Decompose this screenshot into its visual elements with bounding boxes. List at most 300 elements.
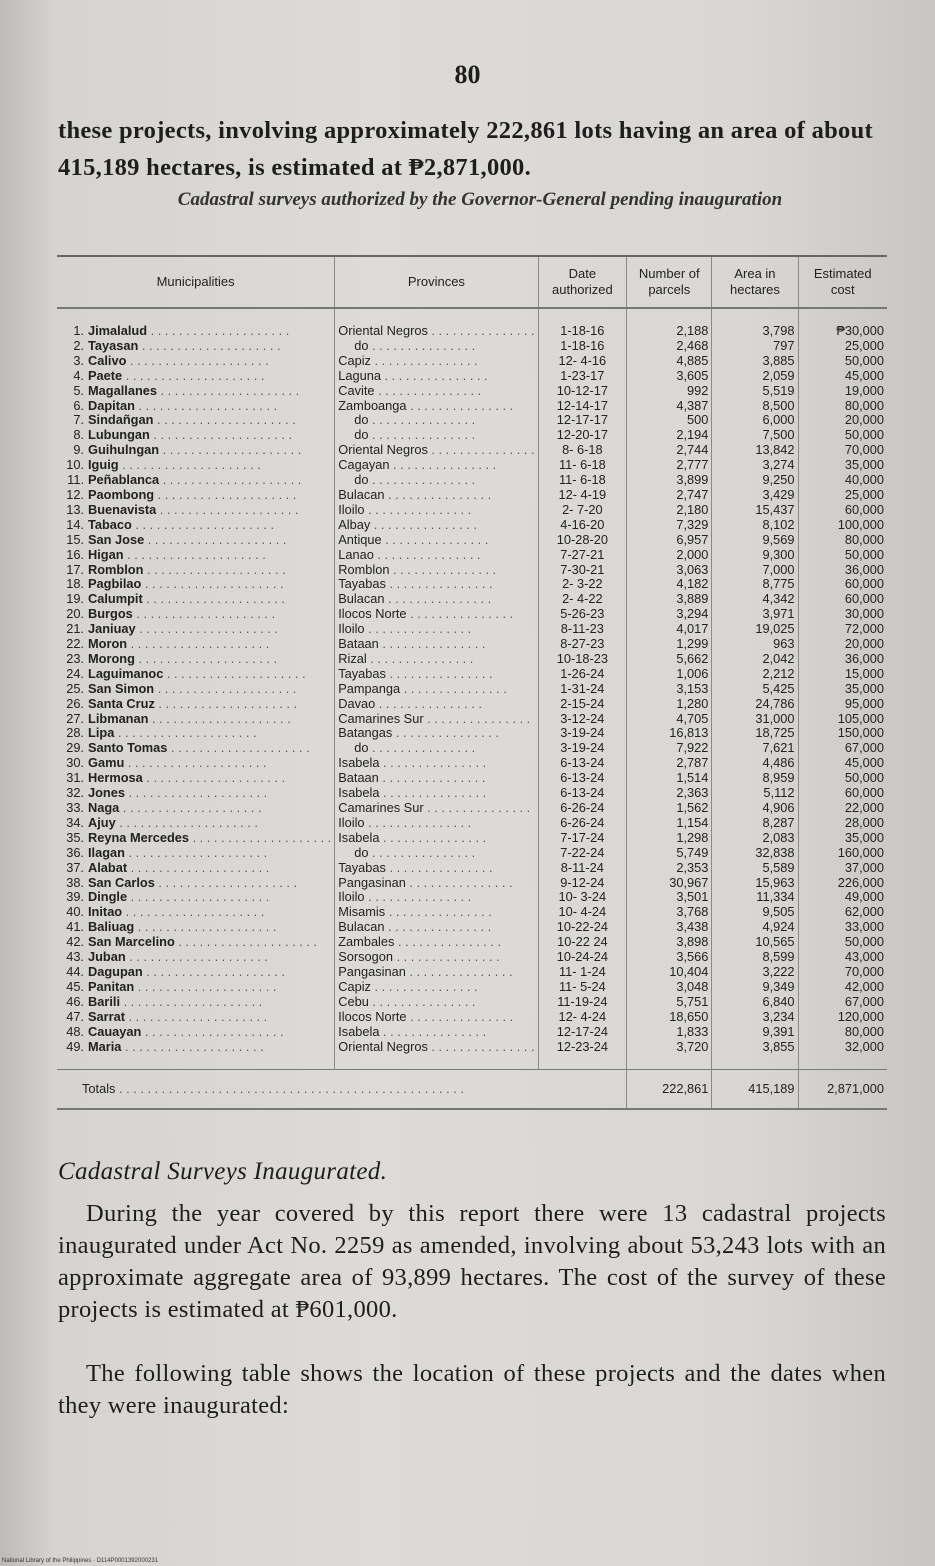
cost-cell: 60,000 <box>798 786 887 801</box>
municipality-cell <box>57 965 335 980</box>
table-row <box>57 503 887 518</box>
parcels-cell: 2,747 <box>627 488 712 503</box>
municipality-name: Tabaco <box>88 517 132 532</box>
province-name: do <box>354 428 369 443</box>
area-cell: 3,885 <box>712 354 798 369</box>
municipality-name: Maria <box>88 1039 122 1054</box>
table-row <box>57 399 887 414</box>
leader-dots: . . . . . . . . . . . . . . . . . . . . <box>119 801 262 815</box>
parcels-cell: 3,501 <box>627 890 712 905</box>
date-authorized-cell: 1-31-24 <box>538 682 627 697</box>
area-cell: 9,349 <box>712 980 798 995</box>
leader-dots: . . . . . . . . . . . . . . . . . . . . <box>124 845 268 860</box>
leader-dots: . . . . . . . . . . . . . . . . . . . . <box>132 607 276 622</box>
parcels-cell: 7,922 <box>627 741 712 756</box>
leader-dots: . . . . . . . . . . . . . . . . . . . . <box>131 517 275 532</box>
date-authorized-cell: 3-19-24 <box>538 726 627 741</box>
municipality-name: Baliuag <box>88 920 135 935</box>
date-authorized-cell: 11- 6-18 <box>538 458 627 473</box>
paragraph-following-table: The following table shows the location of these projects and the dates when they were inaugurated: <box>58 1360 886 1419</box>
table-row <box>57 890 887 905</box>
date-authorized-cell: 12-14-17 <box>538 399 627 414</box>
leader-dots: . . . . . . . . . . . . . . . <box>423 801 531 815</box>
parcels-cell: 3,294 <box>627 607 712 622</box>
leader-dots: . . . . . . . . . . . . . . . . . . . . <box>154 681 297 696</box>
municipality-name: Jimalalud <box>88 324 148 338</box>
cost-cell: 70,000 <box>798 965 887 980</box>
table-row <box>57 563 887 578</box>
row-number: 42. <box>66 935 84 950</box>
municipality-cell <box>57 667 335 682</box>
leader-dots: . . . . . . . . . . . . . . . . . . . . <box>189 830 332 845</box>
row-number: 40. <box>66 905 84 920</box>
municipality-cell <box>57 756 335 771</box>
table-row <box>57 1025 887 1040</box>
table-header-row <box>57 256 887 308</box>
parcels-cell: 3,153 <box>627 682 712 697</box>
area-cell: 6,000 <box>712 413 798 428</box>
province-name: Oriental Negros <box>338 443 428 458</box>
province-cell <box>335 905 538 920</box>
parcels-cell: 3,898 <box>627 935 712 950</box>
table-row <box>57 548 887 563</box>
table-row <box>57 861 887 876</box>
area-cell: 4,342 <box>712 592 798 607</box>
leader-dots: . . . . . . . . . . . . . . . <box>389 562 497 577</box>
parcels-cell: 18,650 <box>627 1010 712 1025</box>
municipality-name: Tayasan <box>88 338 139 353</box>
province-cell <box>335 935 538 950</box>
province-cell <box>335 1040 538 1055</box>
municipality-cell <box>57 950 335 965</box>
cost-cell: 60,000 <box>798 577 887 592</box>
header-area-in-hectares: Area in hectares <box>712 256 798 308</box>
date-authorized-cell: 6-13-24 <box>538 756 627 771</box>
cost-cell: 67,000 <box>798 741 887 756</box>
table-row <box>57 801 887 816</box>
leader-dots: . . . . . . . . . . . . . . . . . . . . <box>149 428 293 443</box>
cost-cell: 36,000 <box>798 652 887 667</box>
parcels-cell: 3,438 <box>627 920 712 935</box>
table-row <box>57 712 887 727</box>
parcels-cell: 2,468 <box>627 339 712 354</box>
leader-dots: . . . . . . . . . . . . . . . <box>379 1024 487 1039</box>
date-authorized-cell: 2- 3-22 <box>538 577 627 592</box>
cost-cell: 50,000 <box>798 771 887 786</box>
parcels-cell: 2,188 <box>627 324 712 339</box>
province-cell <box>335 533 538 548</box>
table-row <box>57 995 887 1010</box>
municipality-cell <box>57 712 335 727</box>
municipality-name: San Simon <box>88 681 155 696</box>
cost-cell: 226,000 <box>798 876 887 891</box>
leader-dots: . . . . . . . . . . . . . . . <box>427 443 535 458</box>
row-number: 3. <box>73 353 84 368</box>
parcels-cell: 3,566 <box>627 950 712 965</box>
date-authorized-cell: 10-24-24 <box>538 950 627 965</box>
parcels-cell: 4,182 <box>627 577 712 592</box>
leader-dots: . . . . . . . . . . . . . . . <box>400 681 507 696</box>
area-cell: 8,775 <box>712 577 798 592</box>
province-name: Isabela <box>338 786 380 801</box>
row-number: 35. <box>66 830 84 845</box>
municipality-name: Santo Tomas <box>88 741 168 756</box>
municipality-cell <box>57 563 335 578</box>
province-name: Laguna <box>338 368 381 383</box>
parcels-cell: 5,749 <box>627 846 712 861</box>
date-authorized-cell: 10-22-24 <box>538 920 627 935</box>
date-authorized-cell: 1-18-16 <box>538 324 627 339</box>
parcels-cell: 4,885 <box>627 354 712 369</box>
table-row <box>57 726 887 741</box>
area-cell: 2,059 <box>712 369 798 384</box>
province-cell <box>335 861 538 876</box>
municipality-name: Buenavista <box>88 502 157 517</box>
date-authorized-cell: 8-27-23 <box>538 637 627 652</box>
leader-dots: . . . . . . . . . . . . . . . . . . . . <box>125 1009 268 1024</box>
spacer-row <box>57 1054 887 1070</box>
row-number: 13. <box>66 502 84 517</box>
area-cell: 9,505 <box>712 905 798 920</box>
province-name: do <box>354 741 369 756</box>
leader-dots: . . . . . . . . . . . . . . . <box>393 950 500 965</box>
province-cell <box>335 890 538 905</box>
totals-area: 415,189 <box>712 1070 798 1110</box>
leader-dots: . . . . . . . . . . . . . . . . . . . . <box>148 711 291 726</box>
municipality-name: Barili <box>88 994 121 1009</box>
leader-dots: . . . . . . . . . . . . . . . . . . . . <box>125 950 268 965</box>
table-caption: Cadastral surveys authorized by the Governor-General pending inauguration <box>177 189 783 210</box>
province-cell <box>335 637 538 652</box>
leader-dots: . . . . . . . . . . . . . . . <box>379 756 487 771</box>
date-authorized-cell: 8-11-23 <box>538 622 627 637</box>
row-number: 31. <box>66 771 84 786</box>
leader-dots: . . . . . . . . . . . . . . . <box>364 815 472 830</box>
municipality-name: Santa Cruz <box>88 696 155 711</box>
cost-cell: 100,000 <box>798 518 887 533</box>
province-cell <box>335 473 538 488</box>
table-row <box>57 905 887 920</box>
cost-cell: 72,000 <box>798 622 887 637</box>
cost-cell: 67,000 <box>798 995 887 1010</box>
leader-dots: . . . . . . . . . . . . . . . . . . . . <box>142 964 285 979</box>
leader-dots: . . . . . . . . . . . . . . . . . . . . <box>167 741 310 756</box>
province-cell <box>335 667 538 682</box>
leader-dots: . . . . . . . . . . . . . . . <box>370 979 478 994</box>
municipality-cell <box>57 413 335 428</box>
date-authorized-cell: 12- 4-16 <box>538 354 627 369</box>
area-cell: 19,025 <box>712 622 798 637</box>
header-municipalities: Municipalities <box>57 256 335 308</box>
table-row <box>57 786 887 801</box>
municipality-cell <box>57 1010 335 1025</box>
province-name: Camarines Sur <box>338 711 424 726</box>
cost-cell: 62,000 <box>798 905 887 920</box>
leader-dots: . . . . . . . . . . . . . . . . . . . . <box>127 637 270 652</box>
row-number: 38. <box>66 875 84 890</box>
table-row <box>57 577 887 592</box>
table-row <box>57 652 887 667</box>
date-authorized-cell: 12-17-24 <box>538 1025 627 1040</box>
municipality-cell <box>57 473 335 488</box>
municipality-cell <box>57 607 335 622</box>
province-name: Rizal <box>338 651 367 666</box>
table-row <box>57 458 887 473</box>
municipality-cell <box>57 339 335 354</box>
date-authorized-cell: 12-17-17 <box>538 413 627 428</box>
province-cell <box>335 876 538 891</box>
municipality-name: Jones <box>88 786 125 801</box>
province-name: Iloilo <box>338 622 365 637</box>
province-name: Bulacan <box>338 592 385 607</box>
table-row <box>57 756 887 771</box>
row-number: 2. <box>73 338 84 353</box>
leader-dots: . . . . . . . . . . . . . . . <box>368 845 476 860</box>
date-authorized-cell: 6-13-24 <box>538 771 627 786</box>
province-cell <box>335 920 538 935</box>
parcels-cell: 5,751 <box>627 995 712 1010</box>
cadastral-surveys-table <box>57 255 887 1110</box>
province-cell <box>335 324 538 339</box>
municipality-name: Pagbilao <box>88 577 142 592</box>
municipality-name: Calumpit <box>88 592 143 607</box>
row-number: 34. <box>66 815 84 830</box>
parcels-cell: 1,562 <box>627 801 712 816</box>
cost-cell: 28,000 <box>798 816 887 831</box>
cost-cell: 50,000 <box>798 428 887 443</box>
province-cell <box>335 354 538 369</box>
table-row <box>57 473 887 488</box>
leader-dots: . . . . . . . . . . . . . . . . . . . . <box>154 875 298 890</box>
province-name: do <box>354 338 369 353</box>
province-name: Albay <box>338 517 371 532</box>
row-number: 36. <box>66 845 84 860</box>
date-authorized-cell: 11- 6-18 <box>538 473 627 488</box>
area-cell: 7,000 <box>712 563 798 578</box>
leader-dots: . . . . . . . . . . . . . . . <box>368 741 476 756</box>
province-name: Ilocos Norte <box>338 1009 407 1024</box>
area-cell: 963 <box>712 637 798 652</box>
municipality-name: Sarrat <box>88 1009 125 1024</box>
cost-cell: 49,000 <box>798 890 887 905</box>
province-cell <box>335 1010 538 1025</box>
table-row <box>57 682 887 697</box>
date-authorized-cell: 10- 3-24 <box>538 890 627 905</box>
municipality-name: San Marcelino <box>88 935 175 950</box>
cost-cell: 22,000 <box>798 801 887 816</box>
area-cell: 9,250 <box>712 473 798 488</box>
leader-dots: . . . . . . . . . . . . . . . . . . . . <box>127 860 270 875</box>
date-authorized-cell: 7-30-21 <box>538 563 627 578</box>
leader-dots: . . . . . . . . . . . . . . . <box>364 502 472 517</box>
leader-dots: . . . . . . . . . . . . . . . <box>405 875 513 890</box>
row-number: 22. <box>66 637 84 652</box>
cost-cell: 33,000 <box>798 920 887 935</box>
header-number-of-parcels: Number of parcels <box>627 256 712 308</box>
area-cell: 3,234 <box>712 1010 798 1025</box>
leader-dots: . . . . . . . . . . . . . . . <box>370 517 477 532</box>
province-name: Camarines Sur <box>338 801 424 815</box>
province-name: Zambales <box>338 935 395 950</box>
municipality-cell <box>57 354 335 369</box>
totals-cost: 2,871,000 <box>798 1070 887 1110</box>
cost-cell: 60,000 <box>798 503 887 518</box>
province-name: Pampanga <box>338 681 401 696</box>
leader-dots: . . . . . . . . . . . . . . . . . . . . <box>134 979 277 994</box>
area-cell: 15,437 <box>712 503 798 518</box>
table-row <box>57 339 887 354</box>
leader-dots: . . . . . . . . . . . . . . . . . . . . <box>142 771 285 786</box>
leader-dots: . . . . . . . . . . . . . . . . . . . . <box>159 443 302 458</box>
province-cell <box>335 995 538 1010</box>
municipality-name: Juban <box>88 950 126 965</box>
area-cell: 8,500 <box>712 399 798 414</box>
table-row <box>57 443 887 458</box>
municipality-name: Lipa <box>88 726 115 741</box>
leader-dots: . . . . . . . . . . . . . . . <box>406 398 514 413</box>
leader-dots: . . . . . . . . . . . . . . . <box>380 368 488 383</box>
municipality-cell <box>57 637 335 652</box>
row-number: 1. <box>73 324 84 338</box>
table-row <box>57 592 887 607</box>
cost-cell: 35,000 <box>798 831 887 846</box>
parcels-cell: 6,957 <box>627 533 712 548</box>
municipality-cell <box>57 831 335 846</box>
parcels-cell: 992 <box>627 384 712 399</box>
scan-footer-note: National Library of the Philippines · D114P0001392000231 <box>2 1558 158 1564</box>
leader-dots: . . . . . . . . . . . . . . . . . . . . <box>134 920 277 935</box>
leader-dots: . . . . . . . . . . . . . . . <box>406 1009 514 1024</box>
province-cell <box>335 652 538 667</box>
municipality-name: Dingle <box>88 890 128 905</box>
table-row <box>57 965 887 980</box>
municipality-name: Higan <box>88 547 124 562</box>
leader-dots: . . . . . . . . . . . . . . . <box>385 905 492 920</box>
parcels-cell: 3,889 <box>627 592 712 607</box>
leader-dots: . . . . . . . . . . . . . . . . . . . . <box>123 547 266 562</box>
table-row <box>57 935 887 950</box>
area-cell: 7,621 <box>712 741 798 756</box>
province-name: Pangasinan <box>338 875 406 890</box>
municipality-name: Moron <box>88 637 128 652</box>
leader-dots: . . . . . . . . . . . . . . . . . . . . <box>124 756 267 771</box>
cost-cell: 43,000 <box>798 950 887 965</box>
municipality-cell <box>57 876 335 891</box>
row-number: 14. <box>66 517 84 532</box>
leader-dots: . . . . . . . . . . . . . . . <box>381 532 489 547</box>
area-cell: 3,855 <box>712 1040 798 1055</box>
date-authorized-cell: 10-12-17 <box>538 384 627 399</box>
table-row <box>57 697 887 712</box>
province-name: Lanao <box>338 547 374 562</box>
leader-dots: . . . . . . . . . . . . . . . <box>384 920 492 935</box>
province-cell <box>335 831 538 846</box>
parcels-cell: 4,705 <box>627 712 712 727</box>
municipality-cell <box>57 726 335 741</box>
province-cell <box>335 577 538 592</box>
parcels-cell: 1,154 <box>627 816 712 831</box>
totals-label-cell <box>57 1070 627 1110</box>
parcels-cell: 500 <box>627 413 712 428</box>
province-name: do <box>354 473 369 488</box>
parcels-cell: 2,353 <box>627 861 712 876</box>
date-authorized-cell: 6-26-24 <box>538 801 627 816</box>
province-name: Cagayan <box>338 458 390 473</box>
province-name: Davao <box>338 696 376 711</box>
date-authorized-cell: 2- 4-22 <box>538 592 627 607</box>
table-row <box>57 324 887 339</box>
municipality-name: Morong <box>88 651 135 666</box>
row-number: 9. <box>73 443 84 458</box>
leader-dots: . . . . . . . . . . . . . . . <box>368 994 476 1009</box>
province-name: Bulacan <box>338 920 385 935</box>
parcels-cell: 2,777 <box>627 458 712 473</box>
area-cell: 3,798 <box>712 324 798 339</box>
date-authorized-cell: 11- 5-24 <box>538 980 627 995</box>
municipality-cell <box>57 846 335 861</box>
leader-dots: . . . . . . . . . . . . . . . . . . . . <box>126 353 269 368</box>
area-cell: 4,924 <box>712 920 798 935</box>
date-authorized-cell: 1-18-16 <box>538 339 627 354</box>
leader-dots: . . . . . . . . . . . . . . . . . . . . <box>135 622 278 637</box>
parcels-cell: 2,787 <box>627 756 712 771</box>
leader-dots: . . . . . . . . . . . . . . . . . . . . <box>157 383 300 398</box>
leader-dots: . . . . . . . . . . . . . . . <box>364 622 472 637</box>
row-number: 5. <box>73 383 84 398</box>
table-row <box>57 607 887 622</box>
municipality-cell <box>57 577 335 592</box>
area-cell: 9,391 <box>712 1025 798 1040</box>
totals-label: Totals <box>82 1080 116 1096</box>
area-cell: 8,102 <box>712 518 798 533</box>
municipality-cell <box>57 980 335 995</box>
province-cell <box>335 771 538 786</box>
table-row <box>57 637 887 652</box>
province-cell <box>335 741 538 756</box>
table-row <box>57 980 887 995</box>
province-cell <box>335 399 538 414</box>
date-authorized-cell: 6-13-24 <box>538 786 627 801</box>
date-authorized-cell: 10- 4-24 <box>538 905 627 920</box>
cost-cell: 50,000 <box>798 354 887 369</box>
date-authorized-cell: 9-12-24 <box>538 876 627 891</box>
parcels-cell: 16,813 <box>627 726 712 741</box>
row-number: 4. <box>73 368 84 383</box>
row-number: 7. <box>73 413 84 428</box>
province-name: Bataan <box>338 771 379 786</box>
province-cell <box>335 369 538 384</box>
spacer-row <box>57 308 887 324</box>
area-cell: 7,500 <box>712 428 798 443</box>
row-number: 24. <box>66 666 84 681</box>
cost-cell: 40,000 <box>798 473 887 488</box>
municipality-name: Sindañgan <box>88 413 154 428</box>
table-row <box>57 771 887 786</box>
municipality-cell <box>57 324 335 339</box>
municipality-name: Cauayan <box>88 1024 142 1039</box>
cost-cell: 150,000 <box>798 726 887 741</box>
date-authorized-cell: 6-26-24 <box>538 816 627 831</box>
date-authorized-cell: 7-17-24 <box>538 831 627 846</box>
cost-cell: 36,000 <box>798 563 887 578</box>
province-name: Antique <box>338 532 382 547</box>
area-cell: 13,842 <box>712 443 798 458</box>
parcels-cell: 2,180 <box>627 503 712 518</box>
cost-cell: 30,000 <box>798 607 887 622</box>
province-cell <box>335 518 538 533</box>
province-name: Bulacan <box>338 487 385 502</box>
area-cell: 3,274 <box>712 458 798 473</box>
